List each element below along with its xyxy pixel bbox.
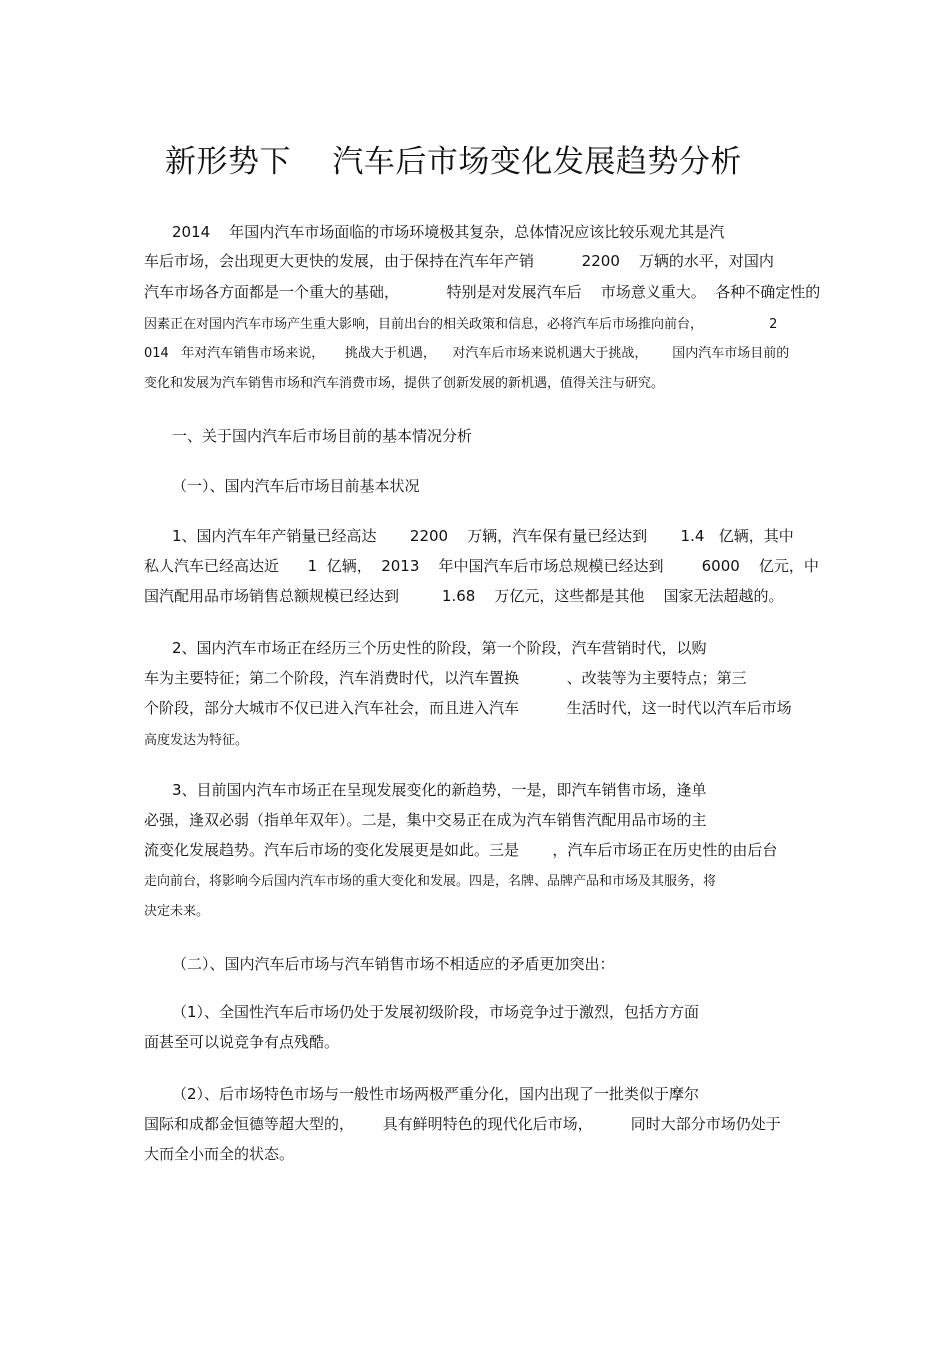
paragraph-line: 走向前台，将影响今后国内汽车市场的重大变化和发展。四是，名牌、品牌产品和市场及其服务，将 [144, 874, 717, 889]
paragraph-line: 汽车市场各方面都是一个重大的基础， 特别是对发展汽车后 市场意义重大。 各种不确定性的 [144, 283, 821, 301]
paragraph-line: 014 年对汽车销售市场来说， 挑战大于机遇， 对汽车后市场来说机遇大于挑战， 国内汽车市场目前的 [144, 346, 790, 361]
paragraph-line: 私人汽车已经高达近 1 亿辆， 2013 年中国汽车后市场总规模已经达到 6000 亿元，中 [144, 557, 819, 575]
section-heading: 一、关于国内汽车后市场目前的基本情况分析 [172, 427, 473, 445]
paragraph-line: 1、国内汽车年产销量已经高达 2200 万辆，汽车保有量已经达到 1.4 亿辆，其中 [172, 527, 794, 545]
document-title: 新形势下 汽车后市场变化发展趋势分析 [165, 144, 742, 180]
subsection-heading: （一）、国内汽车后市场目前基本状况 [172, 477, 420, 495]
subsection-heading: （二）、国内汽车后市场与汽车销售市场不相适应的矛盾更加突出： [172, 955, 615, 973]
paragraph-line: 决定未来。 [144, 904, 210, 919]
paragraph-line: 3、目前国内汽车市场正在呈现发展变化的新趋势，一是，即汽车销售市场，逢单 [172, 781, 707, 799]
paragraph-line: 面甚至可以说竞争有点残酷。 [144, 1033, 340, 1051]
paragraph-line: 因素正在对国内汽车市场产生重大影响，目前出台的相关政策和信息，必将汽车后市场推向前台， 2 [144, 317, 778, 332]
paragraph-line: （1）、全国性汽车后市场仍处于发展初级阶段，市场竞争过于激烈，包括方方面 [172, 1003, 700, 1021]
paragraph-line: 个阶段，部分大城市不仅已进入汽车社会，而且进入汽车 生活时代，这一时代以汽车后市场 [144, 699, 792, 717]
paragraph-line: 高度发达为特征。 [144, 733, 249, 748]
paragraph-line: 国汽配用品市场销售总额规模已经达到 1.68 万亿元，这些都是其他 国家无法超越的。 [144, 587, 784, 605]
paragraph-line: 2、国内汽车市场正在经历三个历史性的阶段，第一个阶段，汽车营销时代，以购 [172, 639, 707, 657]
paragraph-line: 流变化发展趋势。汽车后市场的变化发展更是如此。三是 ，汽车后市场正在历史性的由后台 [144, 841, 778, 859]
paragraph-line: 变化和发展为汽车销售市场和汽车消费市场，提供了创新发展的新机遇，值得关注与研究。 [144, 376, 665, 391]
paragraph-line: （2）、后市场特色市场与一般性市场两极严重分化，国内出现了一批类似于摩尔 [172, 1085, 700, 1103]
paragraph-line: 车后市场，会出现更大更快的发展，由于保持在汽车年产销 2200 万辆的水平，对国内 [144, 252, 774, 270]
paragraph-line: 车为主要特征；第二个阶段，汽车消费时代，以汽车置换 、改装等为主要特点；第三 [144, 669, 747, 687]
paragraph-line: 国际和成都金恒德等超大型的， 具有鲜明特色的现代化后市场， 同时大部分市场仍处于 [144, 1115, 781, 1133]
paragraph-line: 2014 年国内汽车市场面临的市场环境极其复杂，总体情况应该比较乐观尤其是汽 [172, 223, 725, 241]
paragraph-line: 大而全小而全的状态。 [144, 1145, 295, 1163]
paragraph-line: 必强，逢双必弱（指单年双年）。二是，集中交易正在成为汽车销售汽配用品市场的主 [144, 811, 707, 829]
